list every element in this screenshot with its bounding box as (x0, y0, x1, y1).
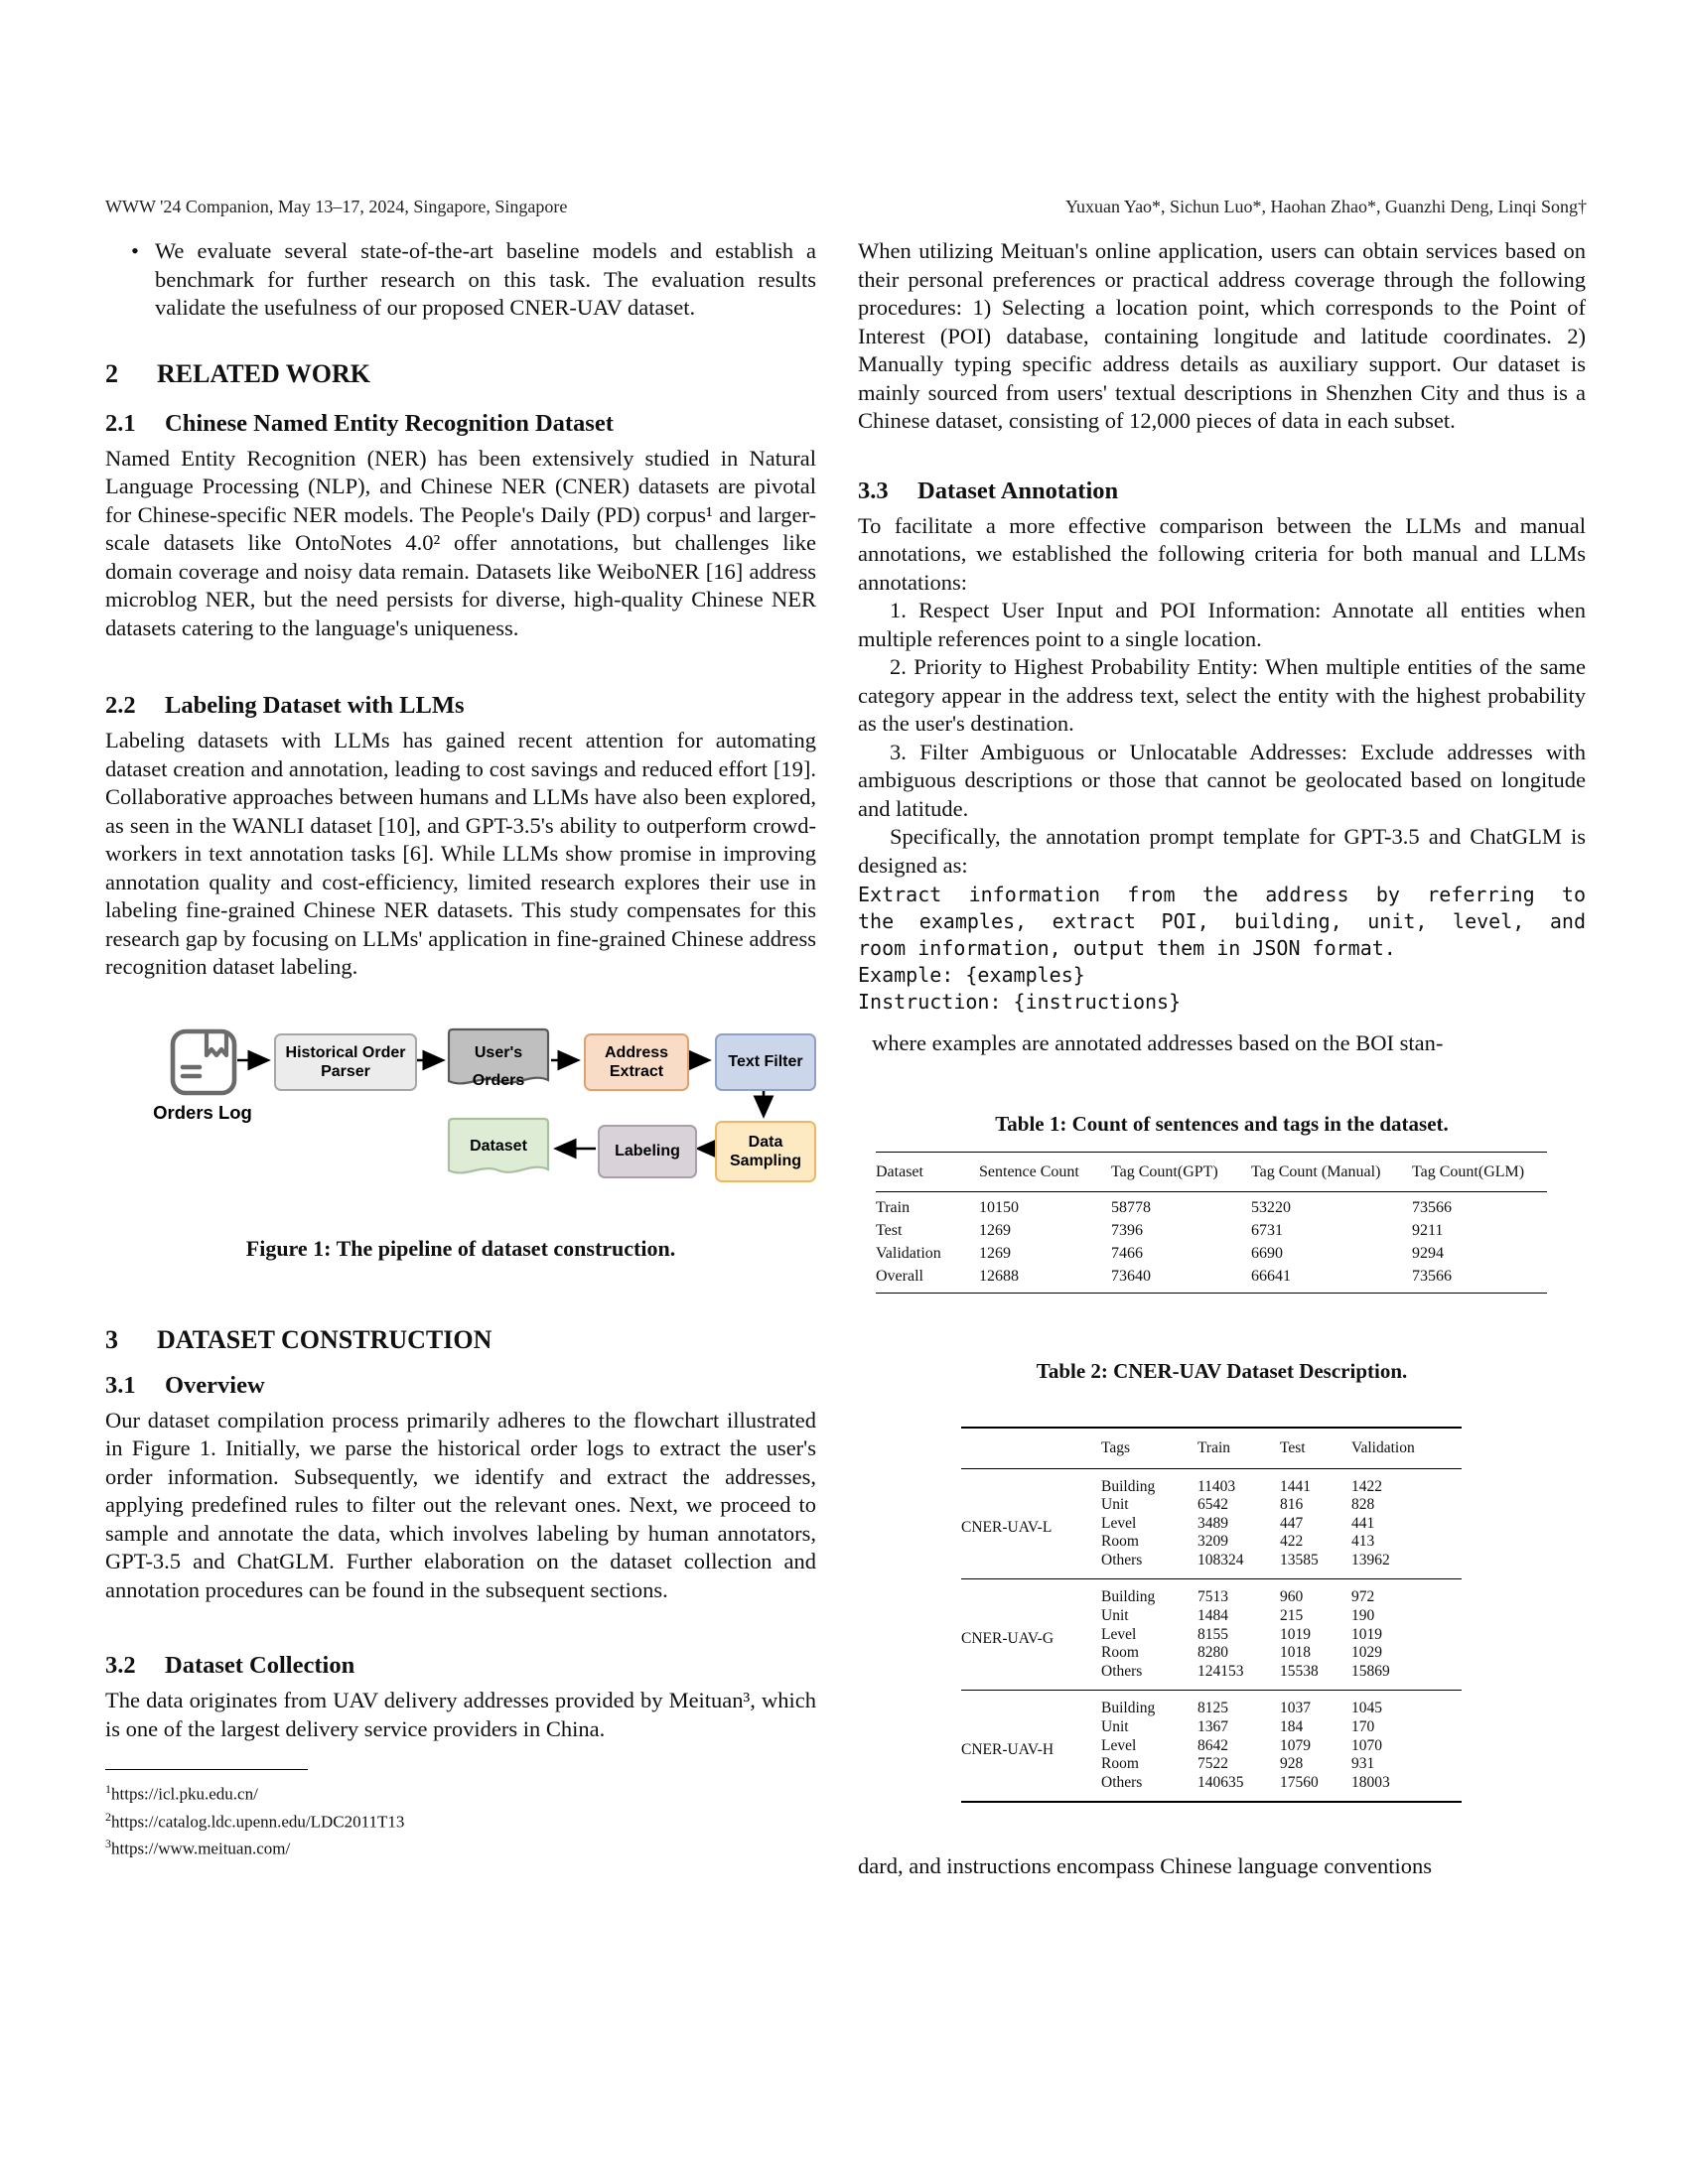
table-cell: 6542 (1197, 1496, 1228, 1514)
flow-node-label: Labeling (615, 1143, 680, 1160)
figure-1-caption: Figure 1: The pipeline of dataset construction. (245, 1235, 676, 1261)
footnote-marker: 1 (105, 1782, 111, 1796)
table-cell: 13585 (1280, 1551, 1319, 1569)
column-header (961, 1428, 1101, 1468)
flow-node-users-orders (447, 1027, 550, 1095)
right-column (858, 237, 1586, 1881)
table-cell: 7522 (1197, 1755, 1228, 1773)
table-cell: 9211 (1412, 1222, 1444, 1239)
table-cell: 447 (1280, 1514, 1304, 1532)
flow-node-order-parser (274, 1033, 417, 1091)
table-cell: 441 (1351, 1514, 1375, 1532)
table-cell: 1029 (1351, 1644, 1382, 1662)
section-3-3-heading (858, 476, 1586, 506)
table-cell: 17560 (1280, 1773, 1319, 1791)
flow-node-text-filter (715, 1033, 816, 1091)
table-cell: 10150 (979, 1199, 1019, 1216)
running-head-authors: Yuxuan Yao*, Sichun Luo*, Haohan Zhao*, Guanzhi Deng, Linqi Song† (1065, 197, 1587, 216)
table-cell: 7396 (1111, 1222, 1143, 1239)
flow-node-label: Dataset (470, 1137, 527, 1155)
table-cell: Room (1101, 1755, 1139, 1773)
table-cell: 1037 (1280, 1691, 1351, 1718)
table-cell: 3489 (1197, 1514, 1228, 1532)
footnote-rule (105, 1769, 308, 1770)
flow-node-label: Address Extract (604, 1043, 669, 1080)
paragraph: Named Entity Recognition (NER) has been extensively studied in Natural Language Processing (NLP), and Chinese NER (CNER) datasets are pivotal for Chinese-specific NER models. The People's Daily (PD) corpus¹ and larger-scale datasets like OntoNotes 4.0² offer annotations, but challenges like domain coverage and noisy data remain. Datasets like WeiboNER [16] address microblog NER, but the need persists for diverse, high-quality Chinese NER datasets catering to the language's uniqueness. (105, 445, 816, 640)
table-cell: 8155 (1197, 1625, 1228, 1643)
table-cell: 140635 (1197, 1773, 1244, 1791)
table-cell: 928 (1280, 1755, 1304, 1773)
table-cell: 7513 (1197, 1579, 1280, 1607)
running-head-conference: WWW '24 Companion, May 13–17, 2024, Singapore, Singapore (105, 197, 568, 216)
column-header: Train (1197, 1428, 1280, 1468)
flow-node-data-sampling (715, 1121, 816, 1182)
table-cell: 66641 (1251, 1268, 1291, 1285)
paragraph: Our dataset compilation process primarily adheres to the flowchart illustrated in Figure 1. Initially, we parse the historical order logs to extract the user's order information. Subsequently, we identify and extract the addresses, applying predefined rules to filter out the relevant ones. Next, we proceed to sample and annotate the data, which involves labeling by human annotators, GPT-3.5 and ChatGLM. Further elaboration on the dataset collection and annotation procedures can be found in the subsequent sections. (105, 1407, 816, 1602)
table-cell: Building (1101, 1468, 1197, 1496)
bullet-text: We evaluate several state-of-the-art baseline models and establish a benchmark for further research on this task. The evaluation results validate the usefulness of our proposed CNER-UAV dataset. (155, 238, 816, 320)
table-cell: 12688 (979, 1268, 1019, 1285)
table-cell: 53220 (1251, 1199, 1291, 1216)
table-cell: 816 (1280, 1496, 1304, 1514)
table-cell: 190 (1351, 1607, 1375, 1625)
table-row (876, 1219, 1547, 1242)
table-cell: Train (876, 1199, 911, 1216)
table-cell: Unit (1101, 1607, 1129, 1625)
table-header-row (961, 1428, 1462, 1468)
table-cell: 9294 (1412, 1245, 1444, 1262)
table-cell: 1367 (1197, 1718, 1228, 1736)
section-title: Chinese Named Entity Recognition Dataset (165, 409, 614, 437)
section-title: Dataset Collection (165, 1652, 355, 1679)
table-cell: 1079 (1280, 1736, 1311, 1754)
section-title: Dataset Annotation (917, 477, 1119, 504)
table-cell: Unit (1101, 1718, 1129, 1736)
orders-log-label: Orders Log (153, 1101, 252, 1123)
table-cell: 422 (1280, 1533, 1304, 1551)
table-cell: 6731 (1251, 1222, 1283, 1239)
footnote (105, 1806, 816, 1834)
table-cell: 960 (1280, 1579, 1351, 1607)
running-head (105, 197, 1587, 217)
paragraph: Labeling datasets with LLMs has gained recent attention for automating dataset creation and annotation, leading to cost savings and reduced effort [19]. Collaborative approaches between humans and LLMs have also been explored, as seen in the WANLI dataset [10], and GPT-3.5's ability to outperform crowd-workers in text annotation tasks [6]. While LLMs show promise in improving annotation quality and cost-efficiency, limited research explores their use in labeling fine-grained Chinese NER datasets. This study compensates for this research gap by focusing on LLMs' application in fine-grained Chinese address recognition dataset labeling. (105, 728, 816, 979)
section-number: 2.1 (105, 409, 136, 437)
bullet-item (105, 237, 816, 323)
code-line: the examples, extract POI, building, unit, level, and (858, 909, 1586, 933)
table-cell: 8642 (1197, 1736, 1228, 1754)
footnote (105, 1833, 816, 1860)
code-line: Example: {examples} (858, 963, 1085, 987)
table-cell: Others (1101, 1662, 1143, 1680)
footnote-link[interactable]: https://catalog.ldc.upenn.edu/LDC2011T13 (111, 1812, 405, 1832)
table-2 (961, 1427, 1462, 1803)
section-number: 2 (105, 358, 118, 388)
table-cell: 1070 (1351, 1736, 1382, 1754)
table-cell: Level (1101, 1736, 1137, 1754)
section-number: 3.1 (105, 1371, 136, 1399)
column-header: Tag Count(GPT) (1111, 1152, 1251, 1192)
section-2-1-heading (105, 408, 816, 439)
figure-1-flowchart (141, 1025, 816, 1186)
criterion-3: 3. Filter Ambiguous or Unlocatable Addresses: Exclude addresses with ambiguous descriptions or those that cannot be geolocated based on longitude and latitude. (858, 739, 1586, 821)
flow-node-label: Historical Order Parser (285, 1043, 406, 1080)
table-cell: 215 (1280, 1607, 1304, 1625)
table-cell: 13962 (1351, 1551, 1390, 1569)
footnote-marker: 2 (105, 1809, 111, 1824)
table-cell: 1484 (1197, 1607, 1228, 1625)
table-cell: 18003 (1351, 1773, 1390, 1791)
footnote-link[interactable]: https://icl.pku.edu.cn/ (111, 1784, 258, 1804)
table-header-row (876, 1152, 1547, 1192)
table-cell: 1045 (1351, 1691, 1462, 1718)
table-cell: Others (1101, 1551, 1143, 1569)
table-cell: Level (1101, 1514, 1137, 1532)
table-cell: Room (1101, 1533, 1139, 1551)
footnote-marker: 3 (105, 1837, 111, 1851)
section-3-2-heading (105, 1650, 816, 1681)
group-label: CNER-UAV-H (961, 1691, 1101, 1802)
orders-log-icon (169, 1027, 238, 1097)
flow-node-labeling (598, 1125, 697, 1178)
section-number: 2.2 (105, 692, 136, 719)
criterion-1: 1. Respect User Input and POI Information: Annotate all entities when multiple references point to a single location. (858, 598, 1586, 651)
table-cell: Level (1101, 1625, 1137, 1643)
table-cell: 413 (1351, 1533, 1375, 1551)
table-cell: 1018 (1280, 1644, 1311, 1662)
paragraph: where examples are annotated addresses based on the BOI stan- (872, 1030, 1444, 1055)
criterion-2: 2. Priority to Highest Probability Entity: When multiple entities of the same category appear in the address text, select the entity with the highest probability as the user's destination. (858, 654, 1586, 736)
section-3-heading (105, 1324, 816, 1356)
table-cell: 15538 (1280, 1662, 1319, 1680)
column-header: Tag Count(GLM) (1412, 1152, 1547, 1192)
table-row (961, 1691, 1462, 1718)
table-cell: 1441 (1280, 1468, 1351, 1496)
section-3-1-heading (105, 1370, 816, 1401)
flow-node-address-extract (584, 1033, 689, 1091)
table-cell: 1422 (1351, 1468, 1462, 1496)
section-number: 3.2 (105, 1652, 136, 1679)
footnote-link[interactable]: https://www.meituan.com/ (111, 1839, 291, 1858)
left-column (105, 237, 816, 1860)
table-cell: 73640 (1111, 1268, 1151, 1285)
section-2-heading (105, 358, 816, 390)
column-header: Tag Count (Manual) (1251, 1152, 1412, 1192)
flow-node-label: Text Filter (728, 1053, 803, 1070)
table-cell: 73566 (1412, 1199, 1452, 1216)
section-title: RELATED WORK (157, 358, 371, 388)
table-cell: Test (876, 1222, 903, 1239)
group-label: CNER-UAV-G (961, 1579, 1101, 1691)
section-title: DATASET CONSTRUCTION (157, 1324, 492, 1354)
table-cell: 11403 (1197, 1468, 1280, 1496)
paragraph: To facilitate a more effective comparison between the LLMs and manual annotations, we established the following criteria for both manual and LLMs annotations: (858, 512, 1586, 595)
table-cell: 1269 (979, 1245, 1011, 1262)
flow-node-dataset (447, 1117, 550, 1184)
table-row (876, 1242, 1547, 1265)
table-cell: 184 (1280, 1718, 1304, 1736)
flow-node-label: User's Orders (472, 1043, 525, 1089)
table-cell: 170 (1351, 1718, 1375, 1736)
table-row (961, 1468, 1462, 1496)
table-cell: 931 (1351, 1755, 1375, 1773)
table-cell: 1019 (1351, 1625, 1382, 1643)
table-row (876, 1192, 1547, 1220)
column-header: Dataset (876, 1152, 979, 1192)
table-cell: Validation (876, 1245, 941, 1262)
flow-node-label: Data Sampling (729, 1133, 801, 1169)
table-cell: 828 (1351, 1496, 1375, 1514)
prompt-code-block (858, 882, 1586, 1016)
column-header: Validation (1351, 1428, 1462, 1468)
bullet-marker: • (131, 238, 139, 263)
table-cell: 8280 (1197, 1644, 1228, 1662)
table-1-caption: Table 1: Count of sentences and tags in the dataset. (995, 1111, 1449, 1136)
code-line: Instruction: {instructions} (858, 990, 1182, 1014)
column-header: Tags (1101, 1428, 1197, 1468)
table-cell: 108324 (1197, 1551, 1244, 1569)
footnote (105, 1778, 816, 1806)
section-2-2-heading (105, 690, 816, 721)
table-row (876, 1265, 1547, 1294)
table-cell: 58778 (1111, 1199, 1151, 1216)
paragraph: When utilizing Meituan's online application, users can obtain services based on their personal preferences or practical address coverage through the following procedures: 1) Selecting a location point, which corresponds to the Point of Interest (POI) database, containing longitude and latitude coordinates. 2) Manually typing specific address details as auxiliary support. Our dataset is mainly sourced from users' textual descriptions in Shenzhen City and thus is a Chinese dataset, consisting of 12,000 pieces of data in each subset. (858, 238, 1586, 433)
code-line: Extract information from the address by referring to (858, 883, 1586, 906)
column-header: Sentence Count (979, 1152, 1111, 1192)
section-number: 3 (105, 1324, 118, 1354)
table-cell: 1269 (979, 1222, 1011, 1239)
paragraph: Specifically, the annotation prompt template for GPT-3.5 and ChatGLM is designed as: (858, 824, 1586, 878)
table-cell: Building (1101, 1691, 1197, 1718)
table-2-caption: Table 2: CNER-UAV Dataset Description. (1036, 1359, 1408, 1383)
section-title: Labeling Dataset with LLMs (165, 692, 465, 719)
table-1 (876, 1152, 1547, 1295)
column-header: Test (1280, 1428, 1351, 1468)
table-cell: Others (1101, 1773, 1143, 1791)
footnotes (105, 1769, 816, 1860)
table-cell: Overall (876, 1268, 923, 1285)
table-cell: 1019 (1280, 1625, 1311, 1643)
table-cell: 124153 (1197, 1662, 1244, 1680)
table-cell: 3209 (1197, 1533, 1228, 1551)
table-row (961, 1579, 1462, 1607)
paragraph: The data originates from UAV delivery addresses provided by Meituan³, which is one of the largest delivery service providers in China. (105, 1688, 816, 1741)
table-cell: 972 (1351, 1579, 1462, 1607)
section-title: Overview (165, 1371, 265, 1399)
table-cell: Building (1101, 1579, 1197, 1607)
table-cell: Room (1101, 1644, 1139, 1662)
table-cell: 15869 (1351, 1662, 1390, 1680)
paragraph: dard, and instructions encompass Chinese language conventions (858, 1853, 1432, 1879)
table-cell: Unit (1101, 1496, 1129, 1514)
table-cell: 6690 (1251, 1245, 1283, 1262)
table-cell: 8125 (1197, 1691, 1280, 1718)
section-number: 3.3 (858, 477, 889, 504)
code-line: room information, output them in JSON format. (858, 936, 1396, 960)
table-cell: 7466 (1111, 1245, 1143, 1262)
table-cell: 73566 (1412, 1268, 1452, 1285)
group-label: CNER-UAV-L (961, 1468, 1101, 1579)
